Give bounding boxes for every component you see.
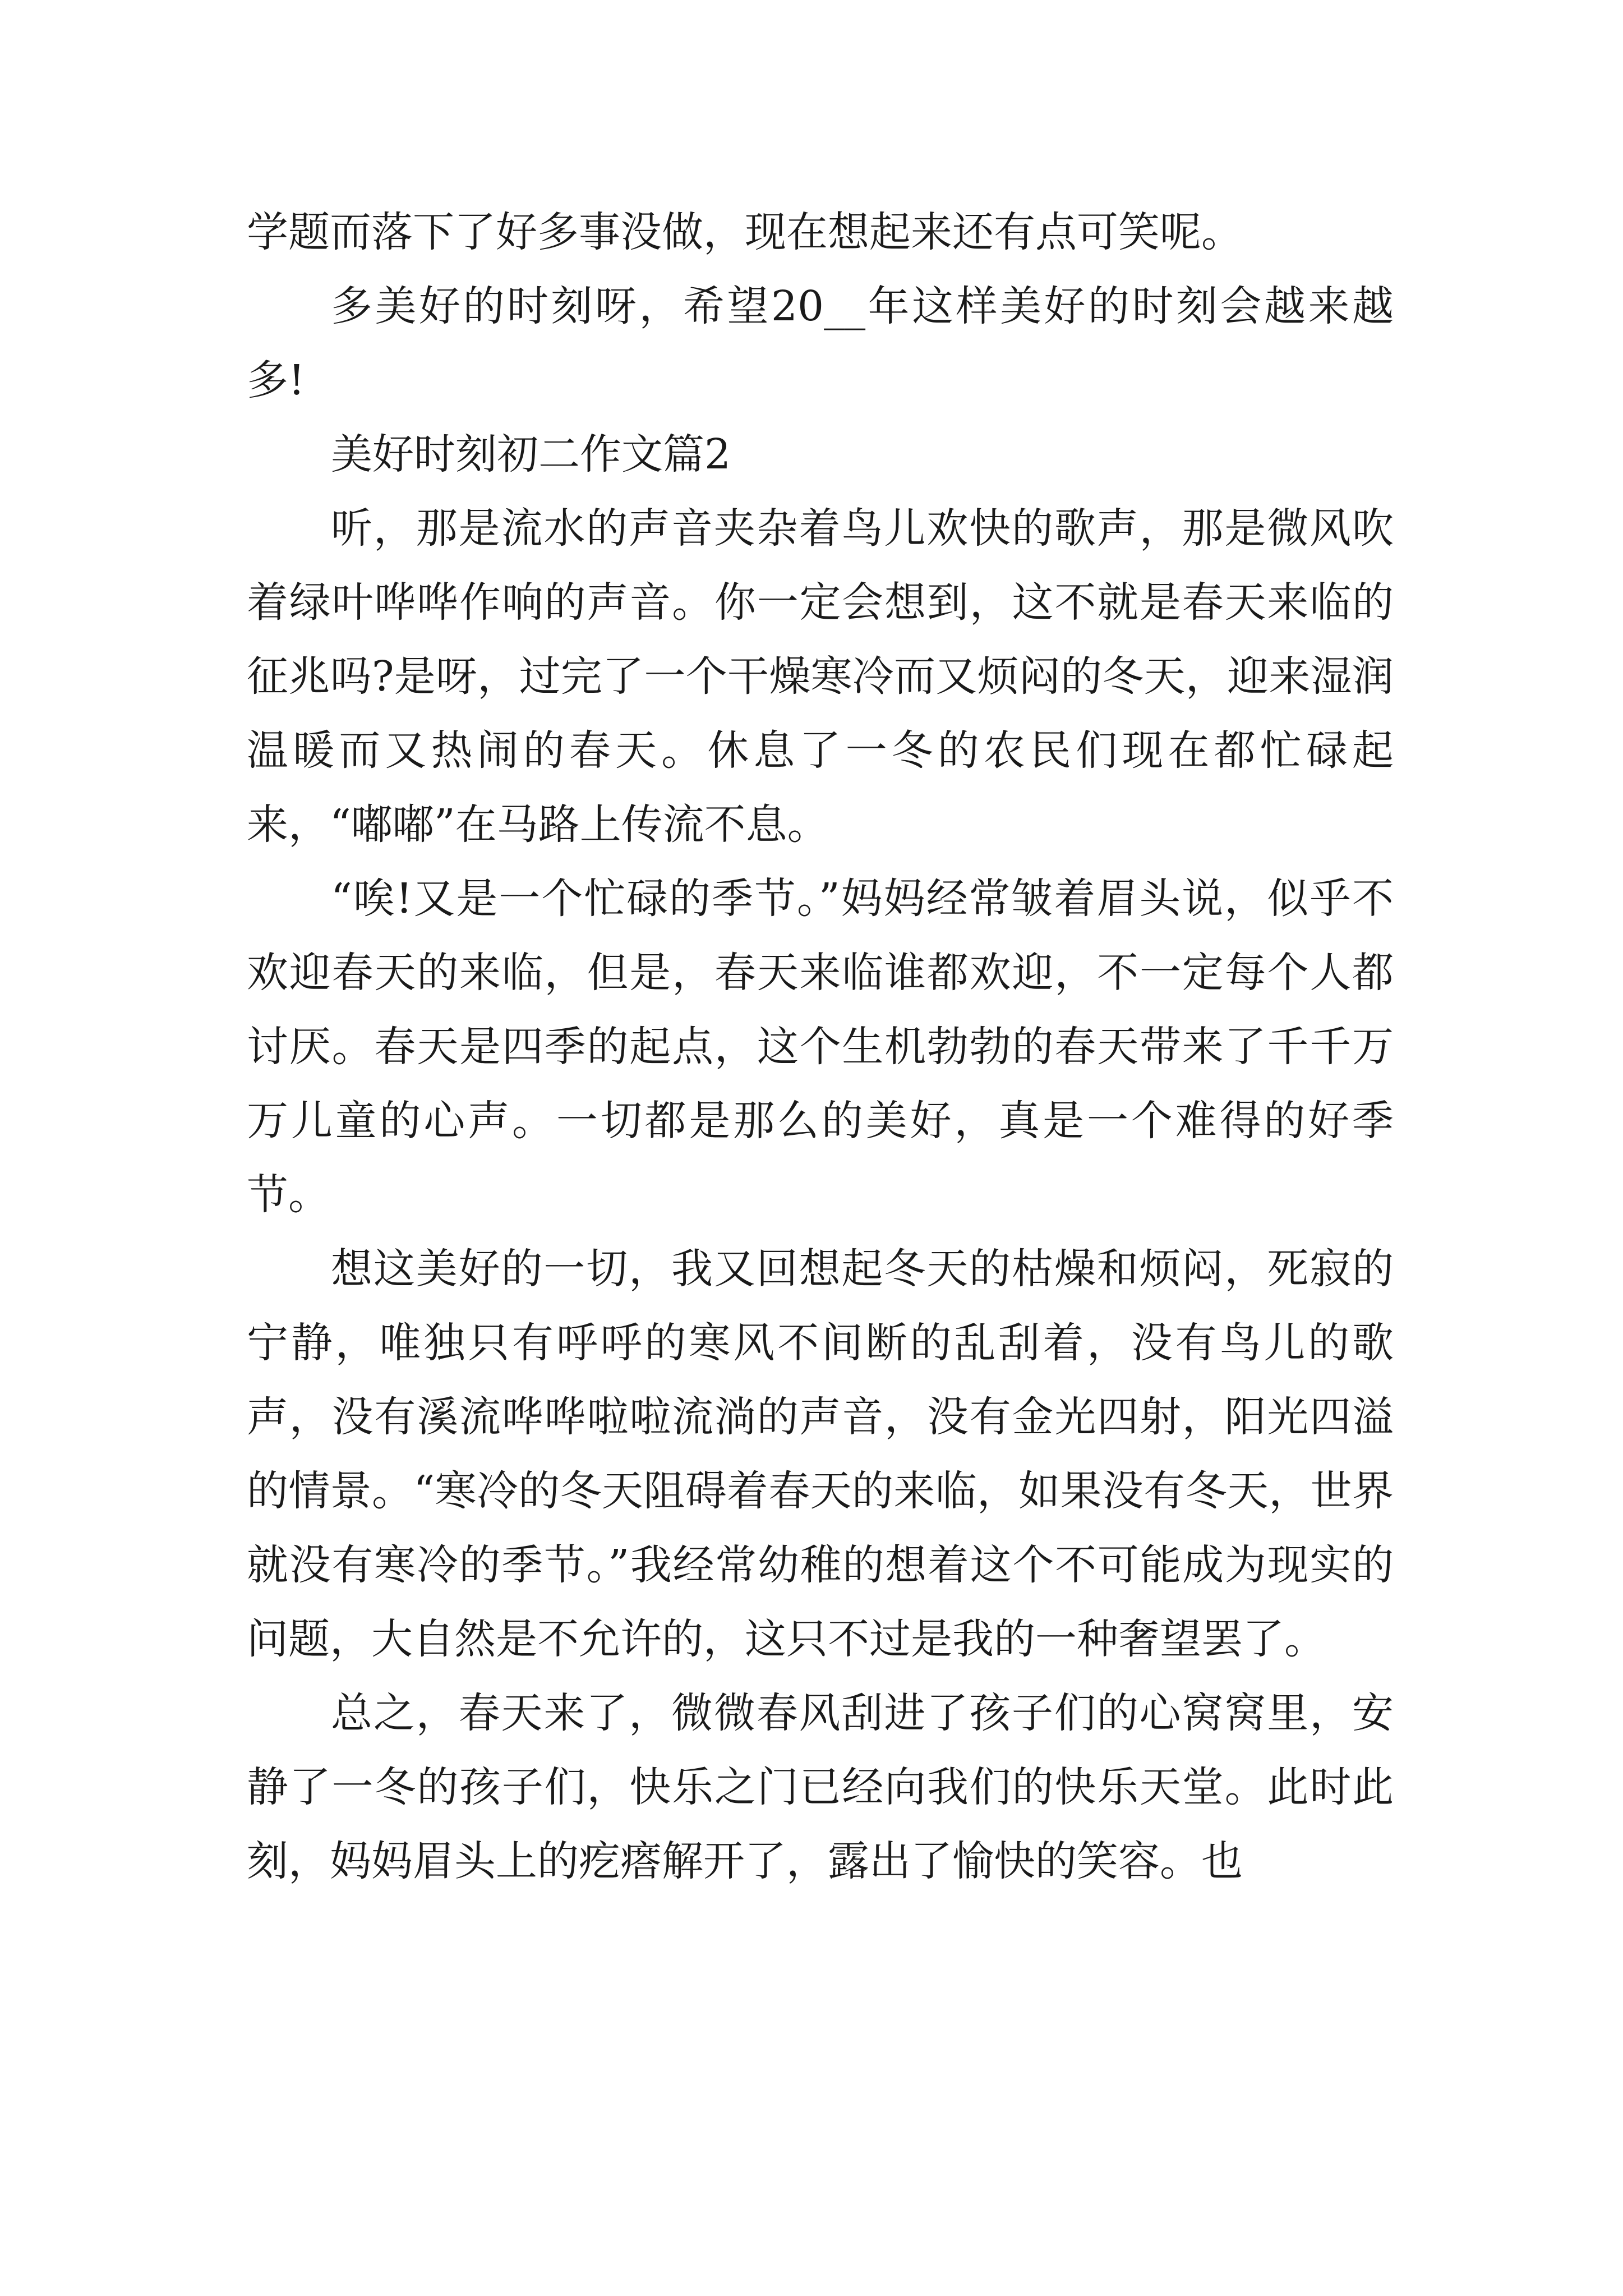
paragraph-listen: 听，那是流水的声音夹杂着鸟儿欢快的歌声，那是微风吹着绿叶哗哗作响的声音。你一定会想到，这不就是春天来临的征兆吗?是呀，过完了一个干燥寒冷而又烦闷的冬天，迎来湿润温暖而又热闹的春天。休息了一冬的农民们现在都忙碌起来，“嘟嘟”在马路上传流不息。: [247, 504, 1394, 849]
paragraph-conclusion: 总之，春天来了，微微春风刮进了孩子们的心窝窝里，安静了一冬的孩子们，快乐之门已经向我们的快乐天堂。此时此刻，妈妈眉头上的疙瘩解开了，露出了愉快的笑容。也: [247, 1689, 1394, 1885]
paragraph-winter-memory: 想这美好的一切，我又回想起冬天的枯燥和烦闷，死寂的宁静，唯独只有呼呼的寒风不间断的乱刮着，没有鸟儿的歌声，没有溪流哗哗啦啦流淌的声音，没有金光四射，阳光四溢的情景。“寒冷的冬天阻碍着春天的来临，如果没有冬天，世界就没有寒冷的季节。”我经常幼稚的想着这个不可能成为现实的问题，大自然是不允许的，这只不过是我的一种奢望罢了。: [247, 1245, 1394, 1663]
paragraph-wish: 多美好的时刻呀，希望20__年这样美好的时刻会越来越多!: [247, 282, 1394, 404]
section-heading: 美好时刻初二作文篇2: [331, 430, 731, 478]
text-column: [247, 195, 1394, 1898]
paragraph-mother-quote: “唉!又是一个忙碌的季节。”妈妈经常皱着眉头说，似乎不欢迎春天的来临，但是，春天来临谁都欢迎，不一定每个人都讨厌。春天是四季的起点，这个生机勃勃的春天带来了千千万万儿童的心声。一切都是那么的美好，真是一个难得的好季节。: [247, 875, 1394, 1219]
paragraph-continuation: 学题而落下了好多事没做，现在想起来还有点可笑呢。: [247, 208, 1243, 256]
